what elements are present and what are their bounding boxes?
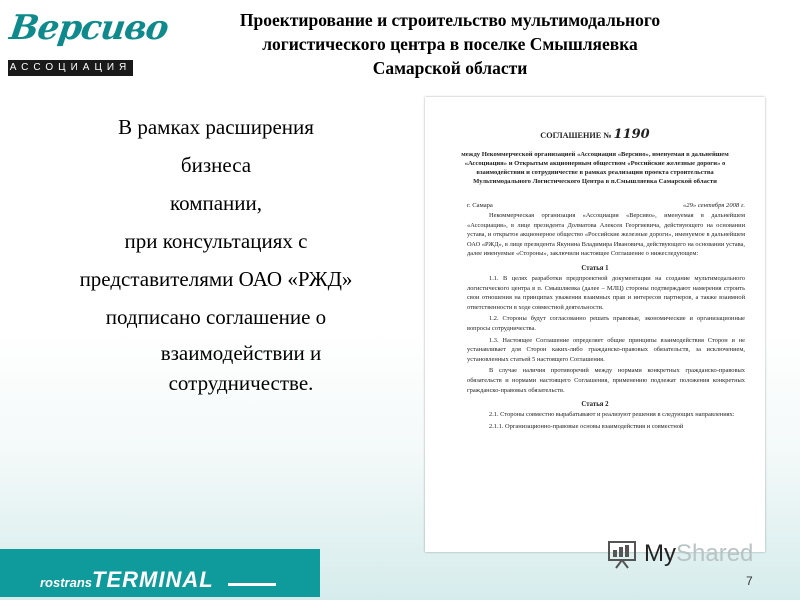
doc-place-date (467, 202, 745, 209)
doc-paragraph: 1.1. В целях разработки предпроектной документации на создание мультимодального логистического центра в п. Смышляевка (далее – МЛЦ) стороны подтверждают намерения строить свои отношения на принципах уважения взаимных прав и интересов партнеров, а также взаимной ответственности в ходе совместной деятельности. (467, 274, 745, 311)
body-line: представителями ОАО «РЖД» (79, 267, 353, 291)
rostrans-terminal-logo (40, 567, 214, 593)
body-line: при консультациях с (124, 229, 308, 253)
logo-script: Версиво (7, 8, 171, 48)
logo-band: АССОЦИАЦИЯ (8, 60, 133, 76)
watermark (606, 535, 766, 573)
title-line: логистического центра в поселке Смышляевка (262, 34, 638, 54)
doc-city: г. Самара (467, 202, 493, 209)
body-line: бизнеса (180, 153, 252, 177)
versivo-logo (7, 6, 171, 78)
body-line: компании, (169, 191, 263, 215)
doc-paragraph: 1.3. Настоящее Соглашение определяет общие принципы взаимодействия Сторон и не устанавливает для Сторон каких-либо гражданско-правовых обязательств, за исключением, установленных статьей 5 настоящего Соглашения. (467, 336, 745, 363)
footer-logo-big: TERMINAL (92, 567, 214, 592)
page-number: 7 (746, 574, 753, 588)
doc-paragraph: 2.1.1. Организационно-правовые основы взаимодействия и совместной (489, 422, 684, 430)
agreement-document-scan (425, 97, 765, 552)
body-line: взаимодействии и (160, 341, 322, 365)
doc-article-heading: Статья 2 (581, 401, 609, 409)
footer-logo-underline (228, 583, 276, 586)
body-line: подписано соглашение о (105, 305, 327, 329)
doc-number: 1190 (613, 127, 650, 142)
body-line: сотрудничестве. (168, 371, 314, 395)
footer-logo-small: rostrans (40, 575, 93, 590)
doc-heading: между Некоммерческой организацией «Ассоциация «Версиво», именуемая в дальнейшем «Ассоциация» и Открытым акционерным обществом «Российские железные дороги» о взаимодействии и сотрудничестве в рамках реализации проекта строительства Мультимодального Логистического Центра в п.Смышляевка Самарской области (461, 151, 729, 185)
doc-paragraph: 2.1. Стороны совместно вырабатывают и реализуют решения в следующих направлениях: (489, 411, 735, 419)
slide-title (160, 8, 740, 80)
presentation-board-icon (606, 539, 638, 569)
body-line: В рамках расширения (118, 115, 314, 139)
doc-title: СОГЛАШЕНИЕ № 1190 (540, 127, 650, 142)
doc-date: «29» сентября 2008 г. (682, 202, 745, 209)
watermark-text: MyShared (644, 540, 754, 567)
title-line: Проектирование и строительство мультимодального (239, 10, 661, 30)
slide-body-text (18, 108, 414, 396)
doc-paragraph: В случае наличия противоречий между нормами конкретных гражданско-правовых обязательств и нормами настоящего Соглашения, применению подлежат положения конкретных гражданско-правовых обязательств. (467, 367, 745, 394)
doc-intro: Некоммерческая организация «Ассоциация «Версиво», именуемая в дальнейшем «Ассоциация», в лице президента Долматова Алексея Георгиевича, действующего на основании устава, и открытое акционерное общество «Российские железные дороги», именуемое в дальнейшем ОАО «РЖД», в лице президента Якунина Владимира Ивановича, действующего на основании устава, далее именуемые «Стороны», заключили настоящее Соглашение о нижеследующем: (467, 212, 745, 258)
doc-paragraph: 1.2. Стороны будут согласованно решать правовые, экономические и организационные вопросы сотрудничества. (467, 315, 745, 332)
title-line: Самарской области (372, 58, 528, 78)
doc-article-heading: Статья 1 (581, 264, 609, 272)
